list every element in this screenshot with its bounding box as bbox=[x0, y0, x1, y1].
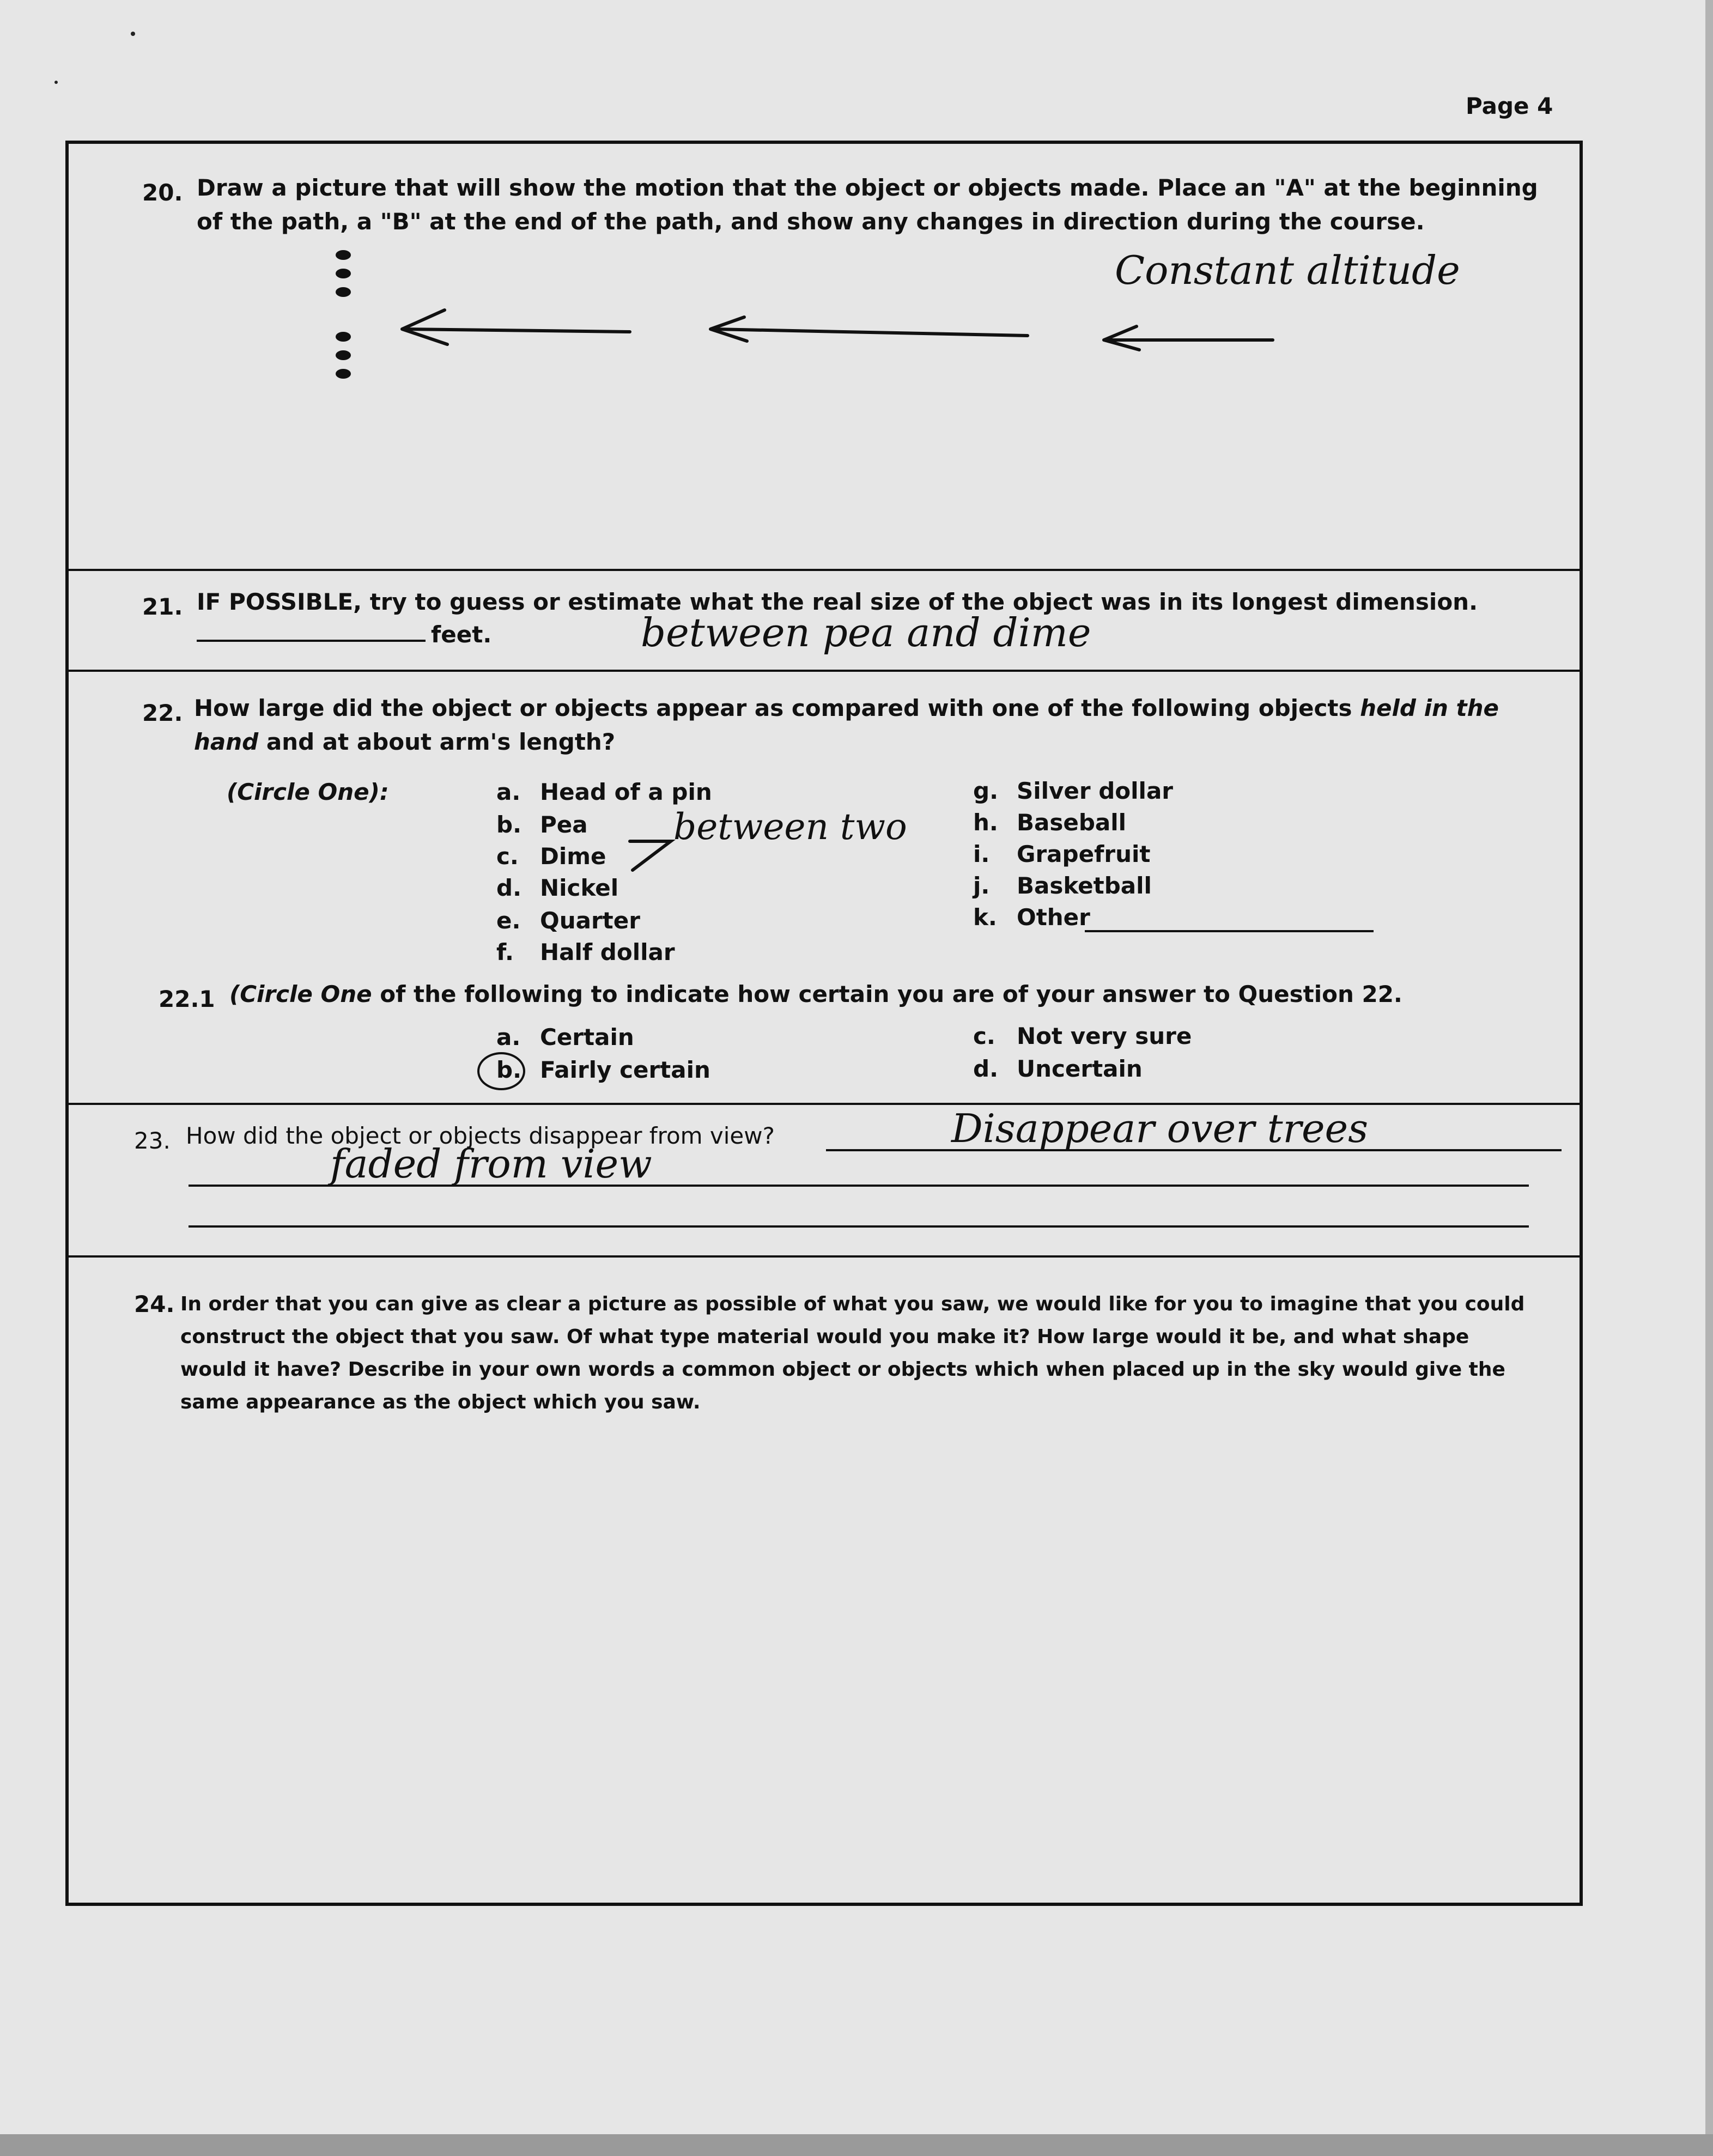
scan-speck bbox=[131, 32, 135, 36]
option-letter: j. bbox=[973, 872, 990, 899]
selected-answer-circle bbox=[477, 1052, 525, 1090]
circle-one-instruction: (Circle One): bbox=[227, 779, 389, 805]
handwritten-answer: faded from view bbox=[330, 1141, 652, 1187]
size-answer-blank[interactable] bbox=[197, 640, 426, 642]
option-label: Uncertain bbox=[1017, 1055, 1143, 1082]
scan-border bbox=[0, 2134, 1713, 2156]
option-letter: f. bbox=[496, 939, 514, 965]
handwritten-note: Constant altitude bbox=[1115, 247, 1460, 293]
question-lead: IF POSSIBLE, bbox=[197, 588, 362, 615]
option-letter: a. bbox=[496, 1024, 521, 1050]
question-number: 21. bbox=[142, 593, 183, 620]
question-23-section bbox=[69, 1103, 1580, 1258]
question-number: 23. bbox=[134, 1127, 171, 1154]
option-label: Fairly certain bbox=[540, 1056, 710, 1083]
motion-arrows-drawing bbox=[69, 144, 1583, 569]
handwritten-answer: Disappear over trees bbox=[951, 1106, 1369, 1151]
page-number: Page 4 bbox=[1466, 93, 1553, 119]
handwritten-answer: between pea and dime bbox=[641, 610, 1091, 655]
option-label: Quarter bbox=[540, 907, 640, 934]
question-number: 22. bbox=[142, 700, 183, 726]
option-label: Half dollar bbox=[540, 939, 675, 965]
question-number: 22.1 bbox=[159, 986, 215, 1012]
question-number: 24. bbox=[134, 1291, 175, 1317]
option-uncertain[interactable] bbox=[973, 1055, 1143, 1082]
question-text: Draw a picture that will show the motion that the object or objects made. Place an "A" at the beginning of the path, a "B" at the end of the path, and show any changes in direction during the course. bbox=[197, 174, 1538, 235]
question-number: 20. bbox=[142, 179, 183, 206]
question-text: How did the object or objects disappear from view? bbox=[186, 1122, 775, 1149]
question-20-section bbox=[69, 144, 1580, 571]
question-21-section bbox=[69, 569, 1580, 672]
question-22-section bbox=[69, 670, 1580, 1105]
option-label: Head of a pin bbox=[540, 779, 712, 805]
question-emphasis: held in the hand bbox=[194, 695, 1499, 755]
option-letter: i. bbox=[973, 841, 990, 867]
option-letter: c. bbox=[973, 1023, 995, 1049]
option-letter: c. bbox=[496, 843, 519, 870]
option-label: Nickel bbox=[540, 874, 619, 901]
option-letter: k. bbox=[973, 904, 997, 931]
option-label: Baseball bbox=[1017, 809, 1127, 836]
answer-area[interactable] bbox=[180, 1419, 1532, 1991]
option-label: Grapefruit bbox=[1017, 841, 1151, 867]
option-letter: a. bbox=[496, 779, 521, 805]
scan-speck bbox=[54, 81, 58, 84]
option-letter: b. bbox=[496, 811, 522, 838]
page-edge bbox=[1705, 0, 1713, 2156]
option-label: Other bbox=[1017, 904, 1090, 931]
question-emphasis: (Circle One bbox=[229, 981, 372, 1007]
option-letter: h. bbox=[973, 809, 998, 836]
question-body: How large did the object or objects appear as compared with one of the following objects bbox=[194, 695, 1352, 721]
question-body-end: and at about arm's length? bbox=[266, 728, 616, 755]
option-letter: d. bbox=[973, 1055, 999, 1082]
question-text bbox=[229, 977, 1548, 1011]
option-not-very-sure[interactable] bbox=[973, 1023, 1192, 1049]
option-label: Basketball bbox=[1017, 872, 1152, 899]
bracket-mark-drawing bbox=[69, 670, 1583, 1103]
option-label: Silver dollar bbox=[1017, 778, 1174, 804]
option-label: Pea bbox=[540, 811, 588, 838]
question-text: In order that you can give as clear a picture as possible of what you saw, we would like for you to imagine that you could construct the object that you saw. Of what type material would you make it? How large would it be, and what shape would it have? Describe in your own words a common object or objects which when placed up in the sky would give the same appearance as the object which you saw. bbox=[180, 1293, 1525, 1413]
option-letter: e. bbox=[496, 907, 521, 934]
unit-label: feet. bbox=[431, 621, 492, 648]
option-letter: d. bbox=[496, 874, 522, 901]
handwritten-answer: between two bbox=[673, 806, 907, 848]
option-label: Certain bbox=[540, 1024, 634, 1050]
option-letter: g. bbox=[973, 778, 999, 804]
question-24-section bbox=[69, 1255, 1580, 1903]
question-body: of the following to indicate how certain you are of your answer to Question 22. bbox=[380, 981, 1402, 1007]
option-label: Not very sure bbox=[1017, 1023, 1192, 1049]
question-body: try to guess or estimate what the real size of the object was in its longest dimension. bbox=[369, 588, 1478, 615]
answer-line[interactable] bbox=[189, 1225, 1529, 1228]
option-label: Dime bbox=[540, 843, 606, 870]
option-letter: b. bbox=[496, 1056, 522, 1083]
questionnaire-form bbox=[65, 141, 1583, 1906]
option-certain[interactable] bbox=[496, 1024, 634, 1050]
option-fairly-certain[interactable] bbox=[496, 1056, 710, 1083]
